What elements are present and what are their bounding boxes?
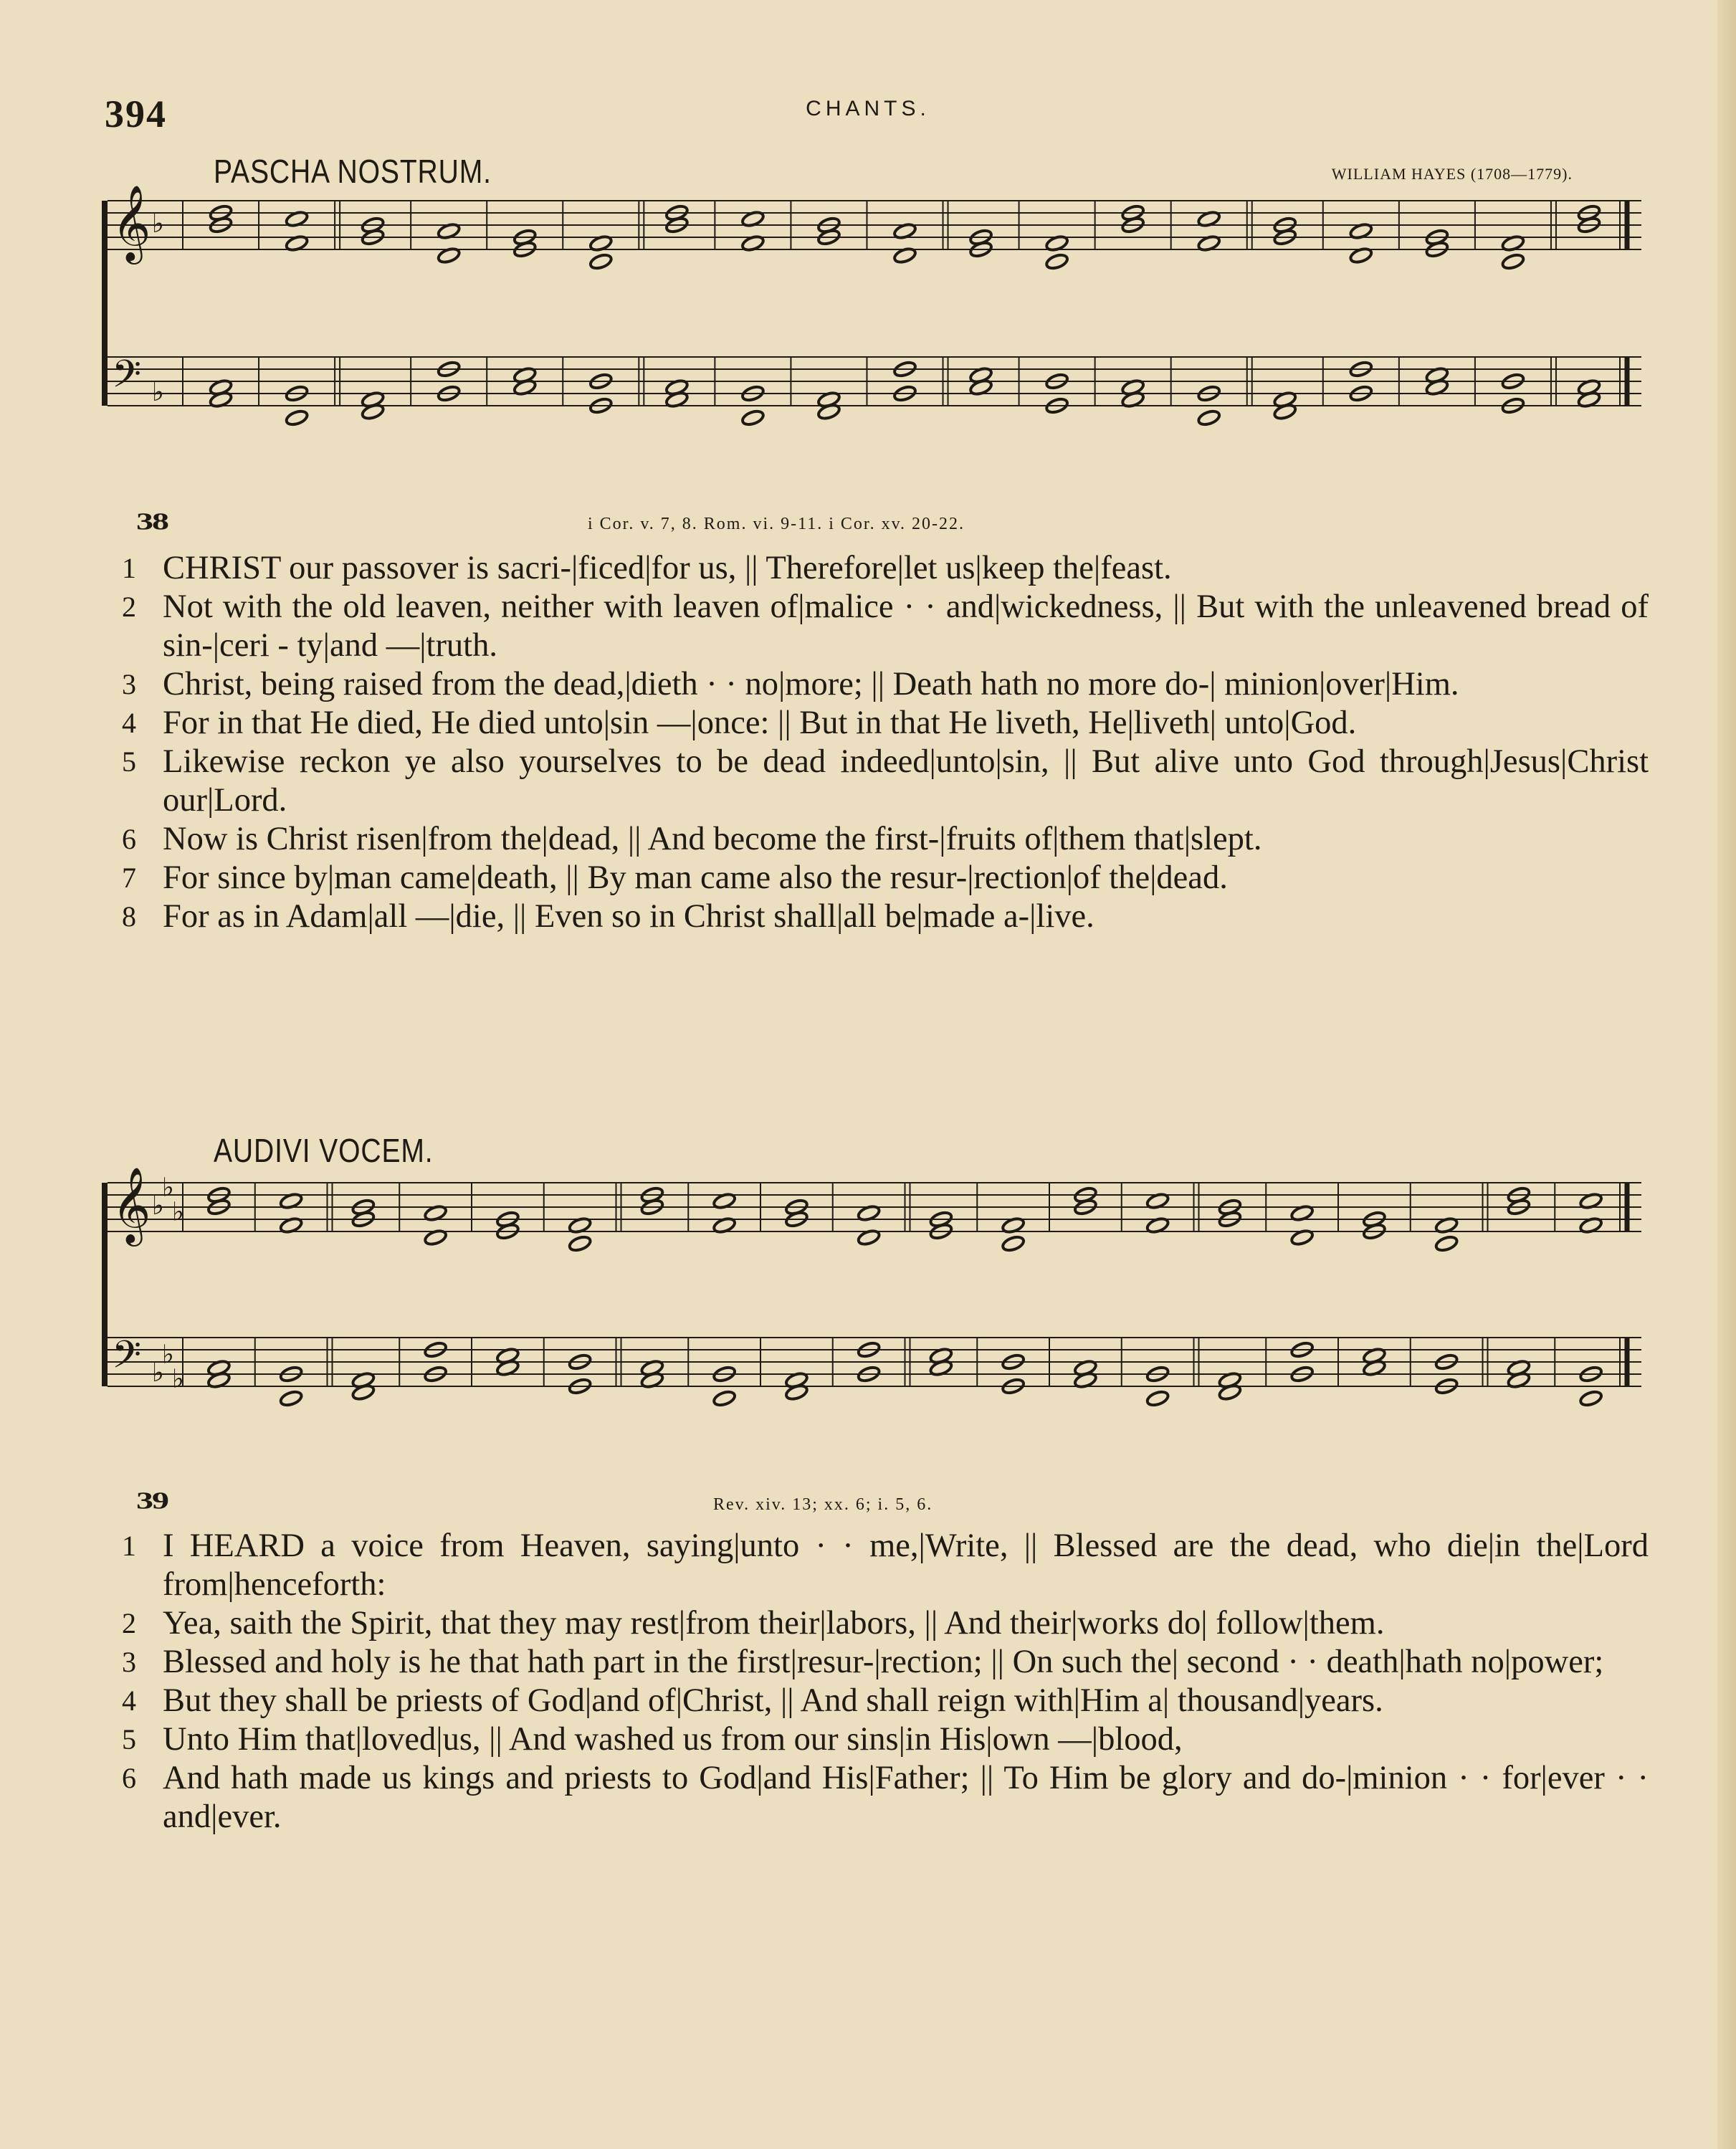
note-head bbox=[588, 252, 613, 270]
note-head bbox=[279, 1389, 303, 1407]
verse-list bbox=[122, 1527, 1649, 1836]
note-head bbox=[1145, 1389, 1170, 1407]
verse-number: 4 bbox=[122, 707, 136, 739]
verse bbox=[122, 1720, 1649, 1759]
bass-clef-icon: 𝄢 bbox=[112, 353, 142, 406]
verse-text: Likewise reckon ye also yourselves to be dead indeed|unto|sin, || But alive unto God through|Jesus|Christ our|Lord. bbox=[163, 743, 1649, 819]
verse-text: Blessed and holy is he that hath part in the first|resur-|rection; || On such the| second · · death|hath no|power; bbox=[163, 1644, 1604, 1680]
verse bbox=[122, 588, 1649, 665]
verse-number: 3 bbox=[122, 668, 136, 700]
note-head bbox=[285, 409, 309, 427]
verse-number: 4 bbox=[122, 1685, 136, 1717]
chant-number: 38 bbox=[136, 508, 168, 535]
verse bbox=[122, 1604, 1649, 1643]
note-head bbox=[1434, 1234, 1459, 1252]
verse-list bbox=[122, 549, 1649, 936]
flat-sign-icon: ♭ bbox=[172, 1197, 184, 1227]
chant-number: 39 bbox=[136, 1487, 168, 1515]
verse bbox=[122, 1682, 1649, 1720]
verse bbox=[122, 1759, 1649, 1836]
system-bracket bbox=[102, 1183, 108, 1386]
bass-clef-icon: 𝄢 bbox=[112, 1333, 142, 1386]
page-number: 394 bbox=[105, 92, 167, 135]
verse-number: 2 bbox=[122, 591, 136, 623]
music-score bbox=[100, 179, 1649, 437]
scripture-reference: Rev. xiv. 13; xx. 6; i. 5, 6. bbox=[713, 1495, 933, 1514]
system-bracket bbox=[102, 201, 108, 406]
verse-text: But they shall be priests of God|and of|Christ, || And shall reign with|Him a| thousand|years. bbox=[163, 1682, 1383, 1719]
verse bbox=[122, 1643, 1649, 1682]
verse-text: Unto Him that|loved|us, || And washed us from our sins|in His|own —|blood, bbox=[163, 1721, 1183, 1758]
verse-number: 5 bbox=[122, 745, 136, 778]
verse-text: For as in Adam|all —|die, || Even so in Christ shall|all be|made a-|live. bbox=[163, 898, 1094, 935]
note-head bbox=[1197, 409, 1221, 427]
flat-sign-icon: ♭ bbox=[152, 378, 164, 407]
scripture-reference: i Cor. v. 7, 8. Rom. vi. 9-11. i Cor. xv. 20-22. bbox=[588, 515, 965, 533]
verse-text: For in that He died, He died unto|sin —|once: || But in that He liveth, He|liveth| unto|God. bbox=[163, 705, 1357, 741]
note-head bbox=[1001, 1234, 1026, 1252]
verse bbox=[122, 897, 1649, 936]
verse-text: And hath made us kings and priests to God|and His|Father; || To Him be glory and do-|minion · · for|ever · · and|ever. bbox=[163, 1760, 1649, 1835]
verse-text: Christ, being raised from the dead,|dieth · · no|more; || Death hath no more do-| minion|over|Him. bbox=[163, 666, 1459, 702]
note-head bbox=[568, 1234, 592, 1252]
note-head bbox=[1501, 252, 1525, 270]
verse-number: 3 bbox=[122, 1646, 136, 1678]
flat-sign-icon: ♭ bbox=[152, 1358, 164, 1388]
running-head: CHANTS. bbox=[806, 97, 930, 120]
verse bbox=[122, 743, 1649, 820]
verse-text: Now is Christ risen|from the|dead, || And become the first-|fruits of|them that|slept. bbox=[163, 821, 1262, 857]
flat-sign-icon: ♭ bbox=[152, 209, 164, 239]
verse-number: 1 bbox=[122, 1530, 136, 1562]
note-head bbox=[1579, 1389, 1603, 1407]
note-head bbox=[712, 1389, 737, 1407]
verse bbox=[122, 704, 1649, 743]
note-head bbox=[741, 409, 766, 427]
composer-credit: WILLIAM HAYES (1708—1779). bbox=[1331, 165, 1573, 183]
verse-text: Not with the old leaven, neither with leaven of|malice · · and|wickedness, || But with the unleavened bread of sin-|ceri - ty|and —|truth. bbox=[163, 589, 1649, 664]
page-edge bbox=[1717, 0, 1736, 2149]
verse-text: CHRIST our passover is sacri-|ficed|for us, || Therefore|let us|keep the|feast. bbox=[163, 550, 1172, 586]
verse-text: Yea, saith the Spirit, that they may rest|from their|labors, || And their|works do| follow|them. bbox=[163, 1605, 1385, 1641]
treble-clef-icon: 𝄞 bbox=[112, 1166, 151, 1243]
verse bbox=[122, 820, 1649, 859]
flat-sign-icon: ♭ bbox=[172, 1364, 184, 1394]
treble-clef-icon: 𝄞 bbox=[112, 184, 151, 261]
verse bbox=[122, 549, 1649, 588]
flat-sign-icon: ♭ bbox=[162, 1173, 174, 1203]
verse-number: 7 bbox=[122, 862, 136, 894]
verse-number: 2 bbox=[122, 1607, 136, 1639]
verse-text: For since by|man came|death, || By man came also the resur-|rection|of the|dead. bbox=[163, 859, 1228, 896]
flat-sign-icon: ♭ bbox=[162, 1340, 174, 1370]
tune-title: PASCHA NOSTRUM. bbox=[214, 153, 492, 190]
verse bbox=[122, 859, 1649, 897]
verse bbox=[122, 665, 1649, 704]
flat-sign-icon: ♭ bbox=[152, 1191, 164, 1221]
verse-number: 8 bbox=[122, 900, 136, 933]
note-head bbox=[1045, 252, 1069, 270]
tune-title: AUDIVI VOCEM. bbox=[214, 1132, 434, 1169]
verse-number: 6 bbox=[122, 1762, 136, 1794]
music-score bbox=[100, 1161, 1649, 1419]
verse-number: 1 bbox=[122, 552, 136, 584]
verse-text: I HEARD a voice from Heaven, saying|unto · · me,|Write, || Blessed are the dead, who die|in the|Lord from|henceforth: bbox=[163, 1528, 1649, 1603]
verse bbox=[122, 1527, 1649, 1604]
verse-number: 6 bbox=[122, 823, 136, 855]
verse-number: 5 bbox=[122, 1723, 136, 1755]
